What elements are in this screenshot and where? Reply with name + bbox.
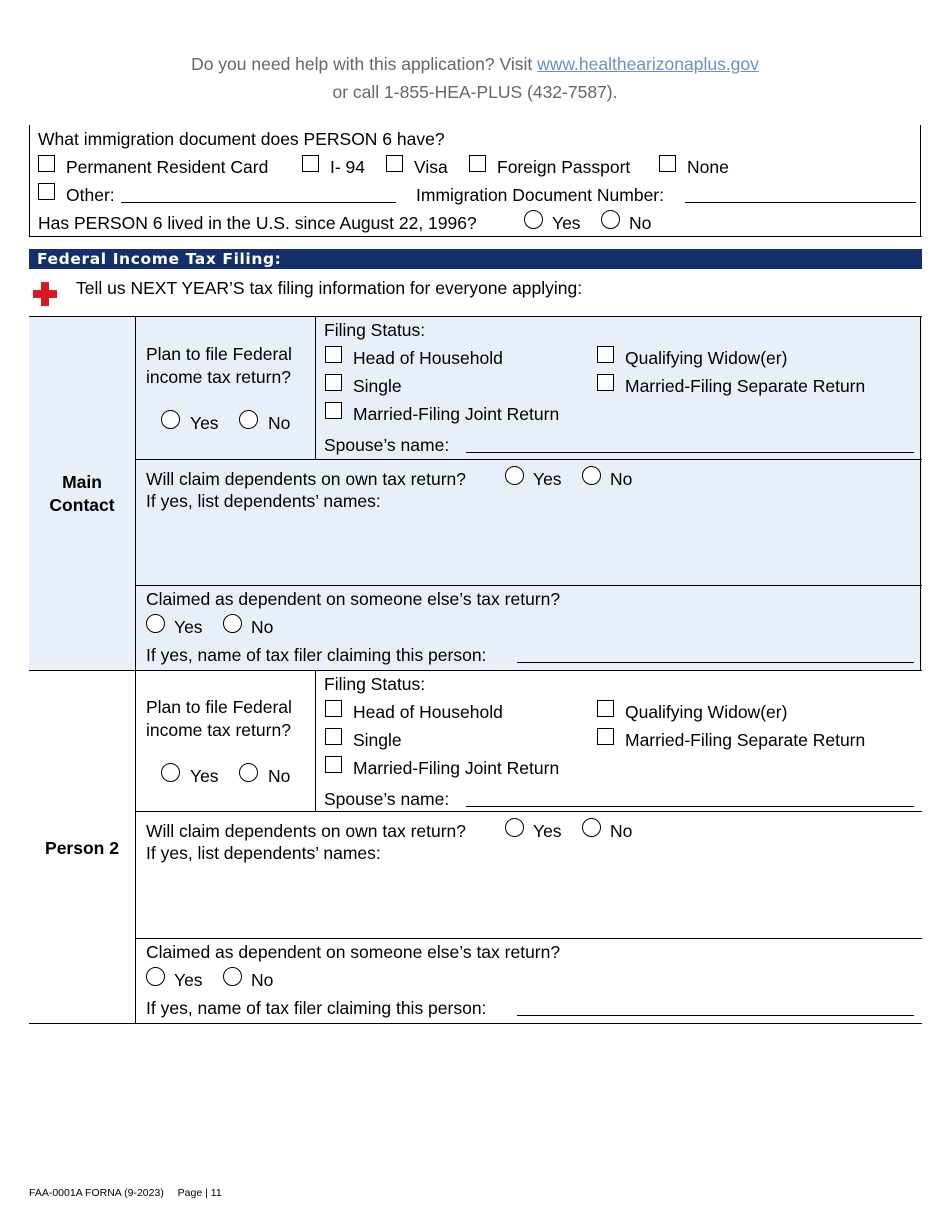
doc-number-input-line[interactable] (685, 202, 916, 203)
person-2-label: Person 2 (45, 838, 119, 858)
main-married-joint-label: Married-Filing Joint Return (353, 404, 560, 424)
none-checkbox[interactable] (659, 155, 676, 172)
p2-plan-no-label: No (268, 766, 291, 786)
p2-spouse-label: Spouse’s name: (324, 789, 450, 809)
p2-plan-line-2: income tax return? (146, 720, 291, 740)
immig-left-border (29, 125, 30, 236)
help-line-1 (0, 54, 950, 75)
p2-plan-line-1: Plan to file Federal (146, 697, 292, 717)
p2-dependents-no-radio[interactable] (582, 818, 601, 837)
main-mid-border-2 (135, 585, 922, 586)
main-contact-label: Main Contact (49, 472, 115, 515)
p2-married-joint-label: Married-Filing Joint Return (353, 758, 560, 778)
main-plan-yes-radio[interactable] (161, 410, 180, 429)
p2-claimed-yes-radio[interactable] (146, 967, 165, 986)
help-line-2: or call 1-855-HEA-PLUS (432-7587). (332, 82, 618, 102)
red-cross-icon (32, 281, 58, 307)
p2-claimed-question: Claimed as dependent on someone else’s tax return? (146, 942, 561, 962)
p2-bottom-border (29, 1023, 922, 1024)
main-spouse-input-line[interactable] (466, 452, 914, 453)
main-mid-border-1 (135, 459, 922, 460)
permanent-resident-label: Permanent Resident Card (66, 157, 269, 177)
main-claimed-filer-input-line[interactable] (517, 662, 914, 663)
p2-dependents-no-label: No (610, 821, 633, 841)
other-label: Other: (66, 185, 115, 205)
i94-checkbox[interactable] (302, 155, 319, 172)
main-claimed-yes-label: Yes (174, 617, 203, 637)
main-col-divider (135, 317, 136, 670)
main-spouse-label: Spouse’s name: (324, 435, 450, 455)
visa-checkbox[interactable] (386, 155, 403, 172)
lived-no-radio[interactable] (601, 210, 620, 229)
p2-claimed-no-label: No (251, 970, 274, 990)
main-bottom-border (29, 670, 922, 671)
help-website-link[interactable]: www.healthearizonaplus.gov (537, 54, 759, 74)
main-claimed-yes-radio[interactable] (146, 614, 165, 633)
p2-plan-yes-label: Yes (190, 766, 219, 786)
p2-dependents-yes-radio[interactable] (505, 818, 524, 837)
main-claimed-filer-label: If yes, name of tax filer claiming this person: (146, 645, 487, 665)
page-number: Page | 11 (177, 1187, 222, 1199)
foreign-passport-label: Foreign Passport (497, 157, 631, 177)
visa-label: Visa (414, 157, 448, 177)
other-checkbox[interactable] (38, 183, 55, 200)
p2-filing-status-label: Filing Status: (324, 674, 426, 694)
main-dependents-list-label: If yes, list dependents’ names: (146, 491, 381, 511)
lived-yes-radio[interactable] (524, 210, 543, 229)
p2-qualifying-widow-label: Qualifying Widow(er) (625, 702, 788, 722)
main-dependents-yes-label: Yes (533, 469, 562, 489)
main-single-checkbox[interactable] (325, 374, 342, 391)
lived-yes-label: Yes (552, 213, 581, 233)
immig-right-border (920, 125, 921, 236)
p2-head-household-label: Head of Household (353, 702, 503, 722)
main-plan-yes-label: Yes (190, 413, 219, 433)
main-head-household-label: Head of Household (353, 348, 503, 368)
main-dependents-yes-radio[interactable] (505, 466, 524, 485)
p2-married-separate-checkbox[interactable] (597, 728, 614, 745)
p2-mid-border-1 (135, 811, 922, 812)
p2-dependents-yes-label: Yes (533, 821, 562, 841)
tax-instruction: Tell us NEXT YEAR’S tax filing information for everyone applying: (76, 278, 583, 298)
main-dependents-no-label: No (610, 469, 633, 489)
i94-label: I- 94 (330, 157, 366, 177)
main-married-joint-checkbox[interactable] (325, 402, 342, 419)
tax-section-banner (29, 249, 922, 269)
help-text: Do you need help with this application? Visit (191, 54, 533, 74)
p2-claimed-no-radio[interactable] (223, 967, 242, 986)
p2-plan-no-radio[interactable] (239, 763, 258, 782)
p2-dependents-question: Will claim dependents on own tax return? (146, 821, 467, 841)
p2-claimed-yes-label: Yes (174, 970, 203, 990)
foreign-passport-checkbox[interactable] (469, 155, 486, 172)
p2-col-divider (135, 671, 136, 1024)
main-dependents-no-radio[interactable] (582, 466, 601, 485)
permanent-resident-checkbox[interactable] (38, 155, 55, 172)
main-right-border (920, 317, 921, 670)
main-plan-no-label: No (268, 413, 291, 433)
main-head-household-checkbox[interactable] (325, 346, 342, 363)
p2-mid-border-2 (135, 938, 922, 939)
main-qualifying-widow-checkbox[interactable] (597, 346, 614, 363)
p2-single-label: Single (353, 730, 402, 750)
p2-dependents-list-label: If yes, list dependents’ names: (146, 843, 381, 863)
immig-question: What immigration document does PERSON 6 have? (38, 129, 445, 149)
main-claimed-no-radio[interactable] (223, 614, 242, 633)
lived-question: Has PERSON 6 lived in the U.S. since August 22, 1996? (38, 213, 477, 233)
page-footer (29, 1187, 222, 1199)
main-dependents-question: Will claim dependents on own tax return? (146, 469, 467, 489)
main-plan-divider (315, 317, 316, 460)
p2-spouse-input-line[interactable] (466, 806, 914, 807)
other-input-line[interactable] (121, 202, 396, 203)
immig-bottom-border (29, 236, 922, 237)
none-label: None (687, 157, 729, 177)
p2-single-checkbox[interactable] (325, 728, 342, 745)
p2-plan-divider (315, 671, 316, 812)
form-id: FAA-0001A FORNA (9-2023) (29, 1187, 164, 1199)
main-plan-no-radio[interactable] (239, 410, 258, 429)
main-married-separate-checkbox[interactable] (597, 374, 614, 391)
doc-number-label: Immigration Document Number: (416, 185, 664, 205)
main-married-separate-label: Married-Filing Separate Return (625, 376, 866, 396)
main-plan-line-2: income tax return? (146, 367, 291, 387)
p2-qualifying-widow-checkbox[interactable] (597, 700, 614, 717)
main-top-border (29, 316, 922, 317)
main-plan-line-1: Plan to file Federal (146, 344, 292, 364)
main-claimed-no-label: No (251, 617, 274, 637)
main-qualifying-widow-label: Qualifying Widow(er) (625, 348, 788, 368)
lived-no-label: No (629, 213, 652, 233)
main-single-label: Single (353, 376, 402, 396)
p2-claimed-filer-label: If yes, name of tax filer claiming this person: (146, 998, 487, 1018)
p2-claimed-filer-input-line[interactable] (517, 1015, 914, 1016)
main-claimed-question: Claimed as dependent on someone else’s tax return? (146, 589, 561, 609)
p2-married-joint-checkbox[interactable] (325, 756, 342, 773)
p2-married-separate-label: Married-Filing Separate Return (625, 730, 866, 750)
p2-head-household-checkbox[interactable] (325, 700, 342, 717)
main-filing-status-label: Filing Status: (324, 320, 426, 340)
tax-section-title: Federal Income Tax Filing: (37, 250, 282, 268)
p2-plan-yes-radio[interactable] (161, 763, 180, 782)
